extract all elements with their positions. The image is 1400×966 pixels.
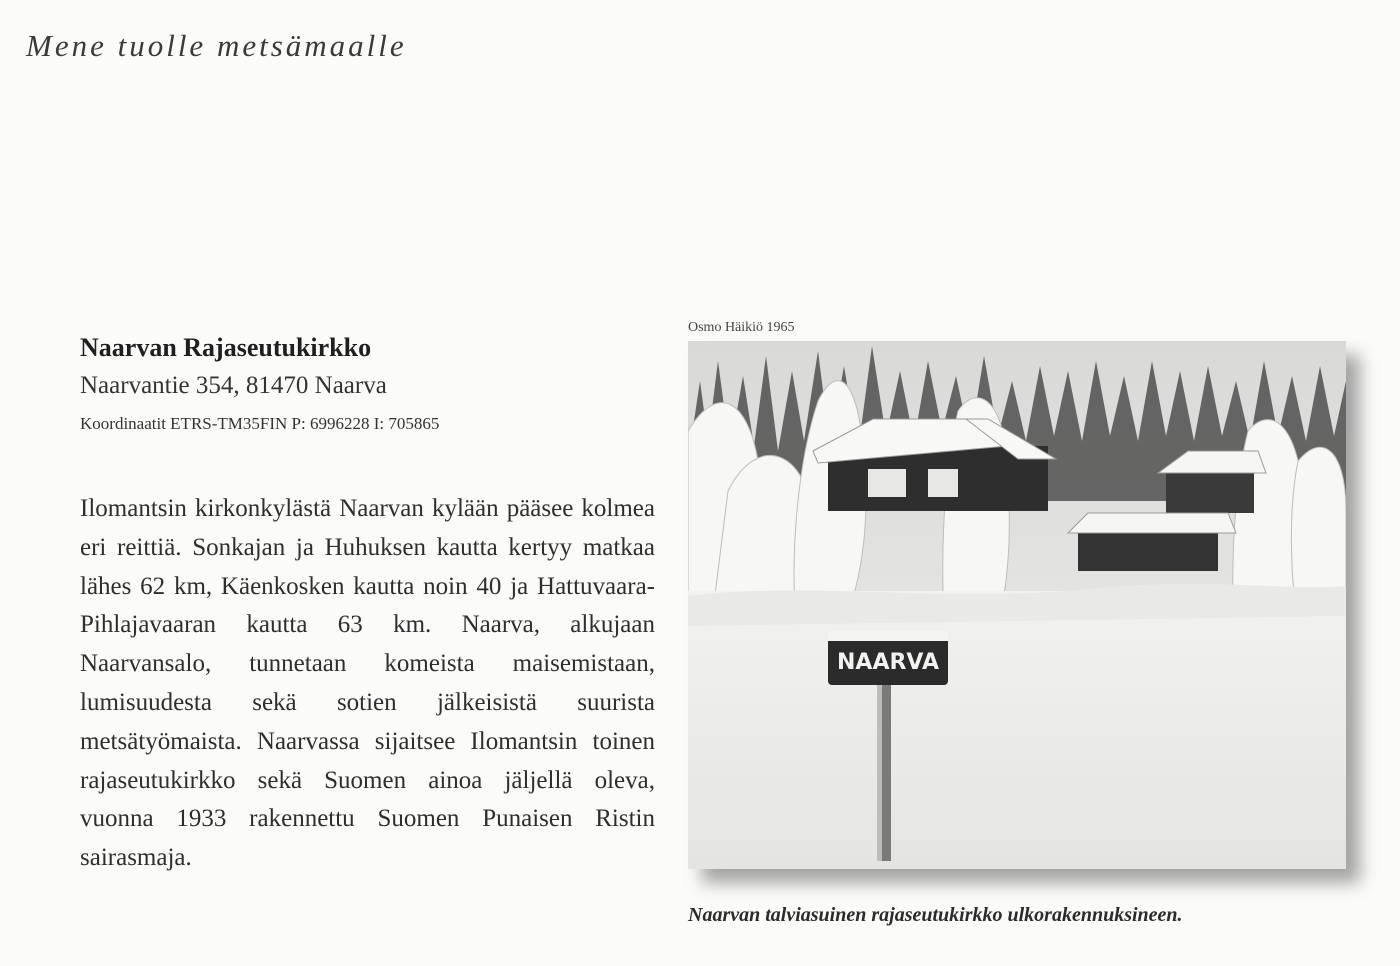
photo-caption: Naarvan talviasuinen rajaseutukirkko ulkorakennuksineen.: [688, 904, 1183, 926]
entry-address: Naarvantie 354, 81470 Naarva: [80, 372, 387, 399]
photo-credit: Osmo Häikiö 1965: [688, 320, 795, 335]
church-entry: [80, 333, 655, 434]
sign-post: [877, 681, 891, 861]
snowy-church-illustration: [688, 341, 1346, 869]
body-paragraph: Ilomantsin kirkonkylästä Naarvan kylään pääsee kolmea eri reittiä. Sonkajan ja Huhuksen kautta kertyy matkaa lähes 62 km, Käenkosken kautta noin 40 ja Hattuvaara-Pihlajavaaran kautta 63 km. Naarva, alkujaan Naarvansalo, tunnetaan komeista maisemistaan, lumisuudesta sekä sotien jälkeisistä suurista metsätyömaista. Naarvassa sijaitsee Ilomantsin toinen rajaseutukirkko sekä Suomen ainoa jäljellä oleva, vuonna 1933 rakennettu Suomen Punaisen Ristin sairasmaja.: [80, 495, 655, 872]
entry-coordinates: Koordinaatit ETRS-TM35FIN P: 6996228 I: 705865: [80, 414, 440, 433]
entry-title: Naarvan Rajaseutukirkko: [80, 333, 372, 362]
outbuilding-low: [1068, 513, 1236, 571]
sign-text: NAARVA: [837, 650, 939, 675]
naarva-sign: [828, 631, 948, 685]
church-photo: [688, 341, 1346, 869]
running-head: Mene tuolle metsämaalle: [26, 28, 407, 63]
